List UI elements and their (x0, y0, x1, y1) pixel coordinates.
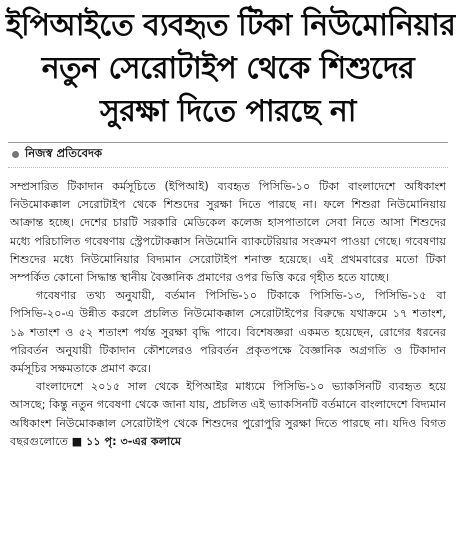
bullet-icon (12, 151, 19, 158)
continued-reference: ■ ১১ পৃ: ৩-এর কলামে (71, 434, 182, 448)
paragraph-text: বাংলাদেশে ২০১৫ সাল থেকে ইপিআইর মাধ্যমে পিসিভি-১০ ভ্যাকসিনটি ব্যবহৃত হয়ে আসছে; কিন্তু নতুন গবেষণা থেকে জানা যায়, প্রচলিত এই ভ্যাকসিনটি বর্তমানে বাংলাদেশে বিদ্যমান অধিকাংশ নিউমোকক্কাল সেরোটাইপ থেকে শিশুদের পুরোপুরি সুরক্ষা দিতে পারছে না। যদিও বিগত বছরগুলোতে (10, 380, 446, 448)
headline-line: নতুন সেরোটাইপ থেকে শিশুদের (41, 51, 415, 86)
paragraph (10, 378, 446, 451)
headline (6, 4, 456, 133)
headline-line: সুরক্ষা দিতে পারছে না (100, 94, 356, 129)
byline (12, 143, 102, 165)
divider (8, 167, 448, 168)
article-body (10, 178, 446, 451)
paragraph: গবেষণার তথ্য অনুযায়ী, বর্তমান পিসিভি-১০ টিকাকে পিসিভি-১৩, পিসিভি-১৫ বা পিসিভি-২০-এ উন্নীত করলে প্রচলিত নিউমোকক্কাল সেরোটাইপের বিরুদ্ধে যথাক্রমে ১৭ শতাংশ, ১৯ শতাংশ ও ৫২ শতাংশ পর্যন্ত সুরক্ষা বৃদ্ধি পাবে। বিশেষজ্ঞরা একমত হয়েছেন, রোগের ধরনের পরিবর্তন অনুযায়ী টিকাদান কৌশলেরও পরিবর্তন প্রকৃতপক্ষে বৈজ্ঞানিক অগ্রগতি ও টিকাদান কর্মসূচির সক্ষমতাকে প্রমাণ করে। (10, 289, 446, 376)
headline-line: ইপিআইতে ব্যবহৃত টিকা নিউমোনিয়ার (6, 8, 456, 43)
byline-label: নিজস্ব প্রতিবেদক (25, 145, 103, 160)
paragraph: সম্প্রসারিত টিকাদান কর্মসূচিতে (ইপিআই) ব্যবহৃত পিসিভি-১০ টিকা বাংলাদেশে অধিকাংশ নিউমোকক্কাল সেরোটাইপ থেকে শিশুদের সুরক্ষা দিতে পারছে না। ফলে শিশুরা নিউমোনিয়ায় আক্রান্ত হচ্ছে। দেশের চারটি সরকারি মেডিকেল কলেজ হাসপাতালে সেবা নিতে আসা শিশুদের মধ্যে পরিচালিত গবেষণায় স্ট্রেপটোকক্কাস নিউমোনি ব্যাকটেরিয়ার সংক্রমণ পাওয়া গেছে। গবেষণায় শিশুদের মধ্যে নিউমোনিয়ার বিদ্যমান সেরোটাইপ শনাক্ত হয়েছে। এই প্রথমবারের মতো টিকা সম্পর্কিত কোনো সিদ্ধান্ত স্থানীয় বৈজ্ঞানিক প্রমাণের ওপর ভিত্তি করে গৃহীত হতে যাচ্ছে। (10, 180, 446, 285)
